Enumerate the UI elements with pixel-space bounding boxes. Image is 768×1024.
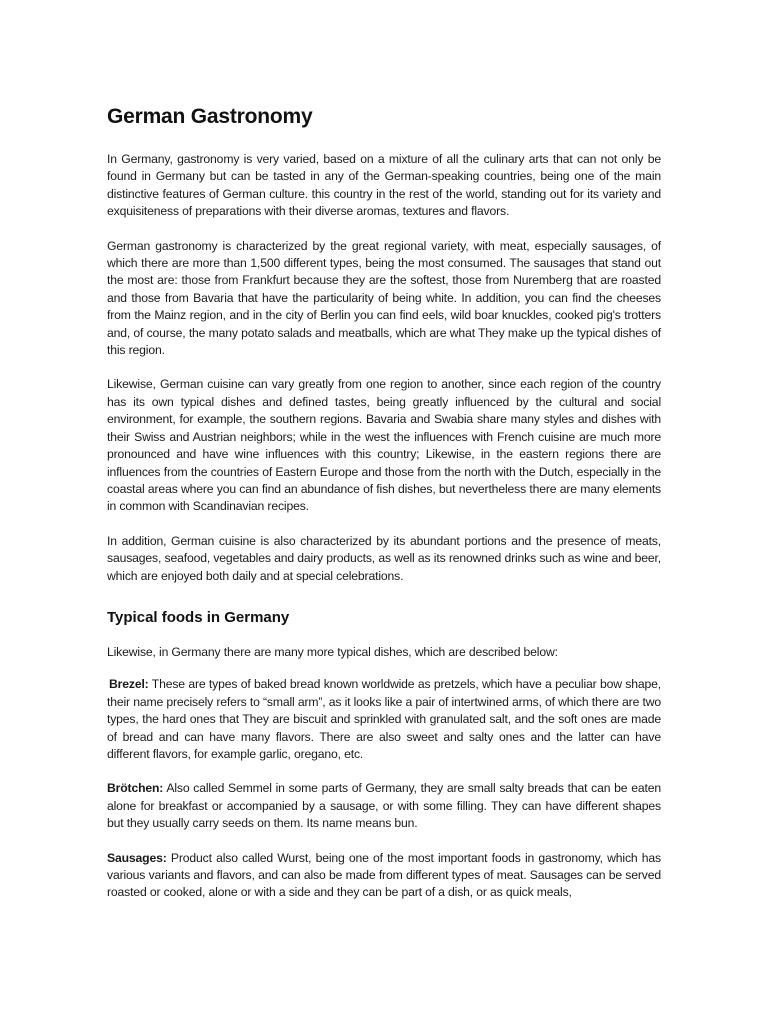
food-term-brotchen: Brötchen: (107, 781, 164, 796)
food-term-brezel: Brezel: (109, 677, 149, 692)
paragraph-regional-influences: Likewise, German cuisine can vary greatly from one region to another, since each region of the country has its own typical dishes and defined tastes, being greatly influenced by the cultural and social environment, for example, the southern regions. Bavaria and Swabia share many styles and dishes with their Swiss and Austrian neighbors; while in the west the influences with French cuisine are much more pronounced and have wine influences with this country; Likewise, in the eastern regions there are influences from the countries of Eastern Europe and those from the north with the Dutch, especially in the coastal areas where you can find an abundance of fish dishes, but nevertheless there are many elements in common with Scandinavian recipes. (107, 377, 661, 514)
section-heading: Typical foods in Germany (107, 608, 290, 626)
paragraph-intro: In Germany, gastronomy is very varied, based on a mixture of all the culinary arts that can not only be found in Germany but can be tasted in any of the German-speaking countries, being one of the main distinctive features of German culture. this country in the rest of the world, standing out for its variety and exquisiteness of preparations with their diverse aromas, textures and flavors. (107, 152, 661, 219)
section-intro: Likewise, in Germany there are many more typical dishes, which are described below: (107, 644, 558, 659)
document-content (107, 105, 661, 919)
food-text-brotchen: Also called Semmel in some parts of Germany, they are small salty breads that can be eaten alone for breakfast or accompanied by a sausage, or with some filling. They can have different shapes but they usually carry seeds on them. Its name means bun. (107, 781, 661, 831)
food-text-sausages: Product also called Wurst, being one of the most important foods in gastronomy, which has various variants and flavors, and can also be made from different types of meat. Sausages can be served roasted or cooked, alone or with a side and they can be part of a dish, or as quick meals, (107, 850, 661, 900)
food-text-brezel: These are types of baked bread known worldwide as pretzels, which have a peculiar bow shape, their name precisely refers to “small arm”, as it looks like a pair of intertwined arms, of which there are two types, the hard ones that They are biscuit and sprinkled with granulated salt, and the soft ones are made of bread and can have many flavors. There are also sweet and salty ones and the latter can have different flavors, for example garlic, oregano, etc. (107, 677, 661, 761)
food-item-sausages (107, 850, 661, 902)
food-item-brezel (107, 676, 661, 763)
food-item-brotchen (107, 780, 661, 832)
page-title: German Gastronomy (107, 105, 313, 128)
paragraph-portions-drinks: In addition, German cuisine is also characterized by its abundant portions and the presence of meats, sausages, seafood, vegetables and dairy products, as well as its renowned drinks such as wine and beer, which are enjoyed both daily and at special celebrations. (107, 533, 661, 583)
paragraph-regional-variety: German gastronomy is characterized by the great regional variety, with meat, especially sausages, of which there are more than 1,500 different types, being the most consumed. The sausages that stand out the most are: those from Frankfurt because they are the softest, those from Nuremberg that are roasted and those from Bavaria that have the particularity of being white. In addition, you can find the cheeses from the Mainz region, and in the city of Berlin you can find eels, wild boar knuckles, cooked pig's trotters and, of course, the many potato salads and meatballs, which are what They make up the typical dishes of this region. (107, 238, 661, 358)
food-term-sausages: Sausages: (107, 850, 167, 865)
